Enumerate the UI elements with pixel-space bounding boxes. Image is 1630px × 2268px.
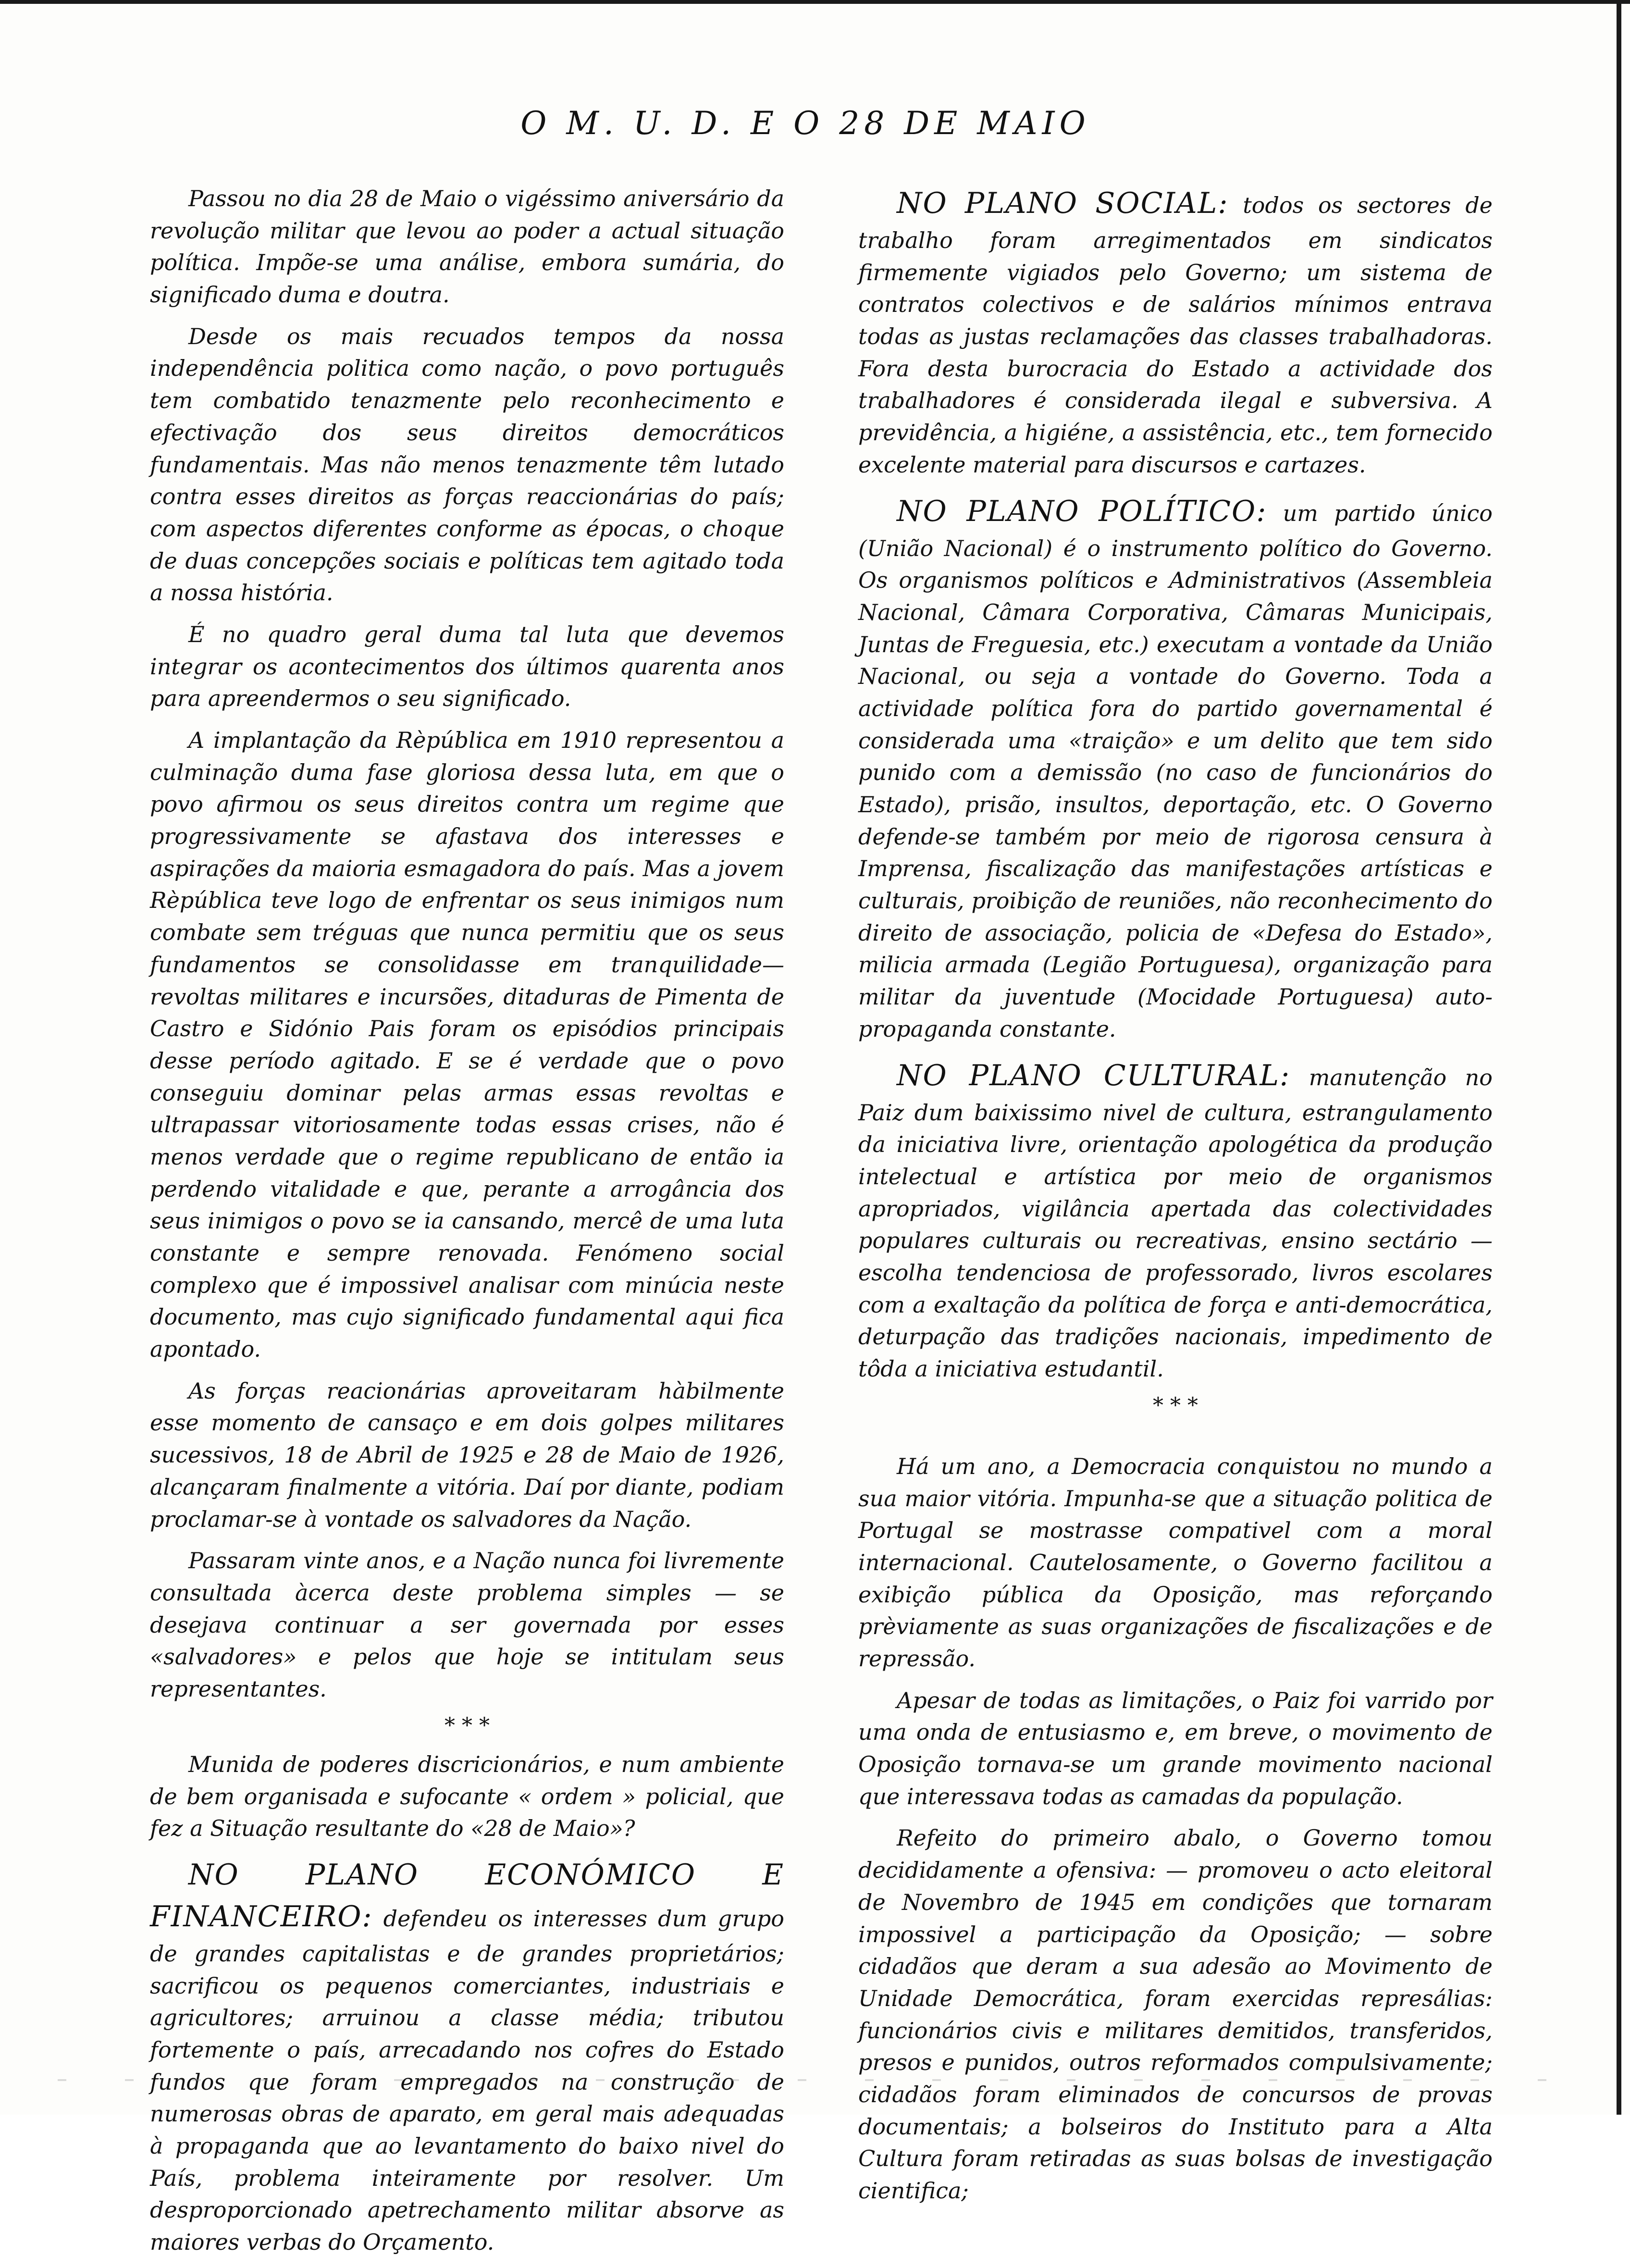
paragraph (858, 183, 1493, 481)
paragraph (858, 491, 1493, 1045)
scan-right-border (1617, 0, 1621, 2115)
paragraph-text: defendeu os interesses dum grupo de grandes capitalistas e de grandes proprietários; sacrificou os pequenos comerciantes, industriais e agricultores; arruinou a classe média; tributou fortemente o país, arrecadando nos cofres do Estado fundos que foram empregados na construção de numerosas obras de aparato, em geral mais adequadas à propaganda que ao levantamento do baixo nivel do País, problema inteiramente por resolver. Um desproporcionado apetrechamento militar absorve as maiores verbas do Orçamento. (150, 1905, 785, 2256)
paragraph: As forças reacionárias aproveitaram hàbilmente esse momento de cansaço e em dois golpes militares sucessivos, 18 de Abril de 1925 e 28 de Maio de 1926, alcançaram finalmente a vitória. Daí por diante, podiam proclamar-se à vontade os salvadores da Nação. (150, 1377, 784, 1532)
paragraph: Passou no dia 28 de Maio o vigéssimo aniversário da revolução militar que levou ao poder a actual situação política. Impõe-se uma análise, embora sumária, do significado duma e doutra. (150, 186, 784, 308)
right-column (858, 183, 1493, 2217)
paragraph: Desde os mais recuados tempos da nossa independência politica como nação, o povo português tem combatido tenazmente pelo reconhecimento e efectivação dos seus direitos democráticos fundamentais. Mas não menos tenazmente têm lutado contra esses direitos as forças reaccionárias do país; com aspectos diferentes conforme as épocas, o choque de duas concepções sociais e políticas tem agitado toda a nossa história. (150, 323, 784, 606)
paragraph (150, 1854, 784, 2258)
paragraph: Munida de poderes discricionários, e num ambiente de bem organisada e sufocante « ordem » policial, que fez a Situação resultante do «28 de Maio»? (150, 1751, 784, 1842)
section-heading: NO PLANO POLÍTICO: (897, 494, 1267, 528)
paragraph: Refeito do primeiro abalo, o Governo tomou decididamente a ofensiva: — promoveu o acto eleitoral de Novembro de 1945 em condições que tornaram impossivel a participação da Oposição; — sobre cidadãos que deram a sua adesão ao Movimento de Unidade Democrática, foram exercidas represálias: funcionários civis e militares demitidos, transferidos, presos e punidos, outros reformados compulsivamente; cidadãos foram eliminados de concursos de provas documentais; a bolseiros do Instituto para a Alta Cultura foram retiradas as suas bolsas de investigação cientifica; (858, 1825, 1493, 2204)
section-separator: * * * (1153, 1393, 1198, 1418)
paragraph: Passaram vinte anos, e a Nação nunca foi livremente consultada àcerca deste problema simples — se desejava continuar a ser governada por esses «salvadores» e pelos que hoje se intitulam seus representantes. (150, 1548, 784, 1702)
section-heading: NO PLANO CULTURAL: (897, 1058, 1291, 1092)
paragraph: A implantação da Rèpública em 1910 representou a culminação duma fase gloriosa dessa luta, em que o povo afirmou os seus direitos contra um regime que progressivamente se afastava dos interesses e aspirações da maioria esmagadora do país. Mas a jovem Rèpública teve logo de enfrentar os seus inimigos num combate sem tréguas que nunca permitiu que os seus fundamentos se consolidasse em tranquilidade— revoltas militares e incursões, ditaduras de Pimenta de Castro e Sidónio Pais foram os episódios principais desse período agitado. E se é verdade que o povo conseguiu dominar pelas armas essas revoltas e ultrapassar vitoriosamente todas essas crises, não é menos verdade que o regime republicano de então ia perdendo vitalidade e que, perante a arrogância dos seus inimigos o povo se ia cansando, mercê de uma luta constante e sempre renovada. Fenómeno social complexo que é impossivel analisar com minúcia neste documento, mas cujo significado fundamental aqui fica apontado. (150, 727, 784, 1363)
paragraph: Apesar de todas as limitações, o Paiz foi varrido por uma onda de entusiasmo e, em breve, o movimento de Oposição tornava-se um grande movimento nacional que interessava todas as camadas da população. (858, 1687, 1493, 1809)
paragraph (858, 1055, 1493, 1385)
section-separator: * * * (445, 1713, 490, 1738)
paragraph: É no quadro geral duma tal luta que devemos integrar os acontecimentos dos últimos quarenta anos para apreendermos o seu significado. (150, 621, 784, 712)
section-heading: NO PLANO ECONÓMICO E FINANCEIRO: (150, 1858, 784, 1933)
paragraph-text: um partido único (União Nacional) é o instrumento político do Governo. Os organismos políticos e Administrativos (Assembleia Nacional, Câmara Corporativa, Câmaras Municipais, Juntas de Freguesia, etc.) executam a vontade da União Nacional, ou seja a vontade do Governo. Toda a actividade política fora do partido governamental é considerada uma «traição» e um delito que tem sido punido com a demissão (no caso de funcionários do Estado), prisão, insultos, deportação, etc. O Governo defende-se também por meio de rigorosa censura à Imprensa, fiscalização das manifestações artísticas e culturais, proibição de reuniões, não reconhecimento do direito de associação, policia de «Defesa do Estado», milicia armada (Legião Portuguesa), organização para militar da juventude (Mocidade Portuguesa) auto-propaganda constante. (858, 500, 1493, 1042)
scan-artifacts (58, 2079, 1572, 2081)
scan-top-border (0, 0, 1630, 4)
section-heading: NO PLANO SOCIAL: (897, 186, 1229, 220)
left-column (150, 183, 784, 2268)
paragraph: Há um ano, a Democracia conquistou no mundo a sua maior vitória. Impunha-se que a situação politica de Portugal se mostrasse compativel com a moral internacional. Cautelosamente, o Governo facilitou a exibição pública da Oposição, mas reforçando prèviamente as suas organizações de fiscalizações e de repressão. (858, 1453, 1493, 1672)
paragraph-text: manutenção no Paiz dum baixissimo nivel de cultura, estrangulamento da iniciativa livre, orientação apologética da produção intelectual e artística por meio de organismos apropriados, vigilância apertada das colectividades populares culturais ou recreativas, ensino sectário — escolha tendenciosa de professorado, livros escolares com a exaltação da política de força e anti-democrática, deturpação das tradições nacionais, impedimento de tôda a iniciativa estudantil. (858, 1064, 1493, 1382)
paragraph-text: todos os sectores de trabalho foram arregimentados em sindicatos firmemente vigiados pelo Governo; um sistema de contratos colectivos e de salários mínimos entrava todas as justas reclamações das classes trabalhadoras. Fora desta burocracia do Estado a actividade dos trabalhadores é considerada ilegal e subversiva. A previdência, a higiéne, a assistência, etc., tem fornecido excelente material para discursos e cartazes. (858, 192, 1493, 478)
page-header: O M. U. D. E O 28 DE MAIO (520, 105, 1090, 142)
